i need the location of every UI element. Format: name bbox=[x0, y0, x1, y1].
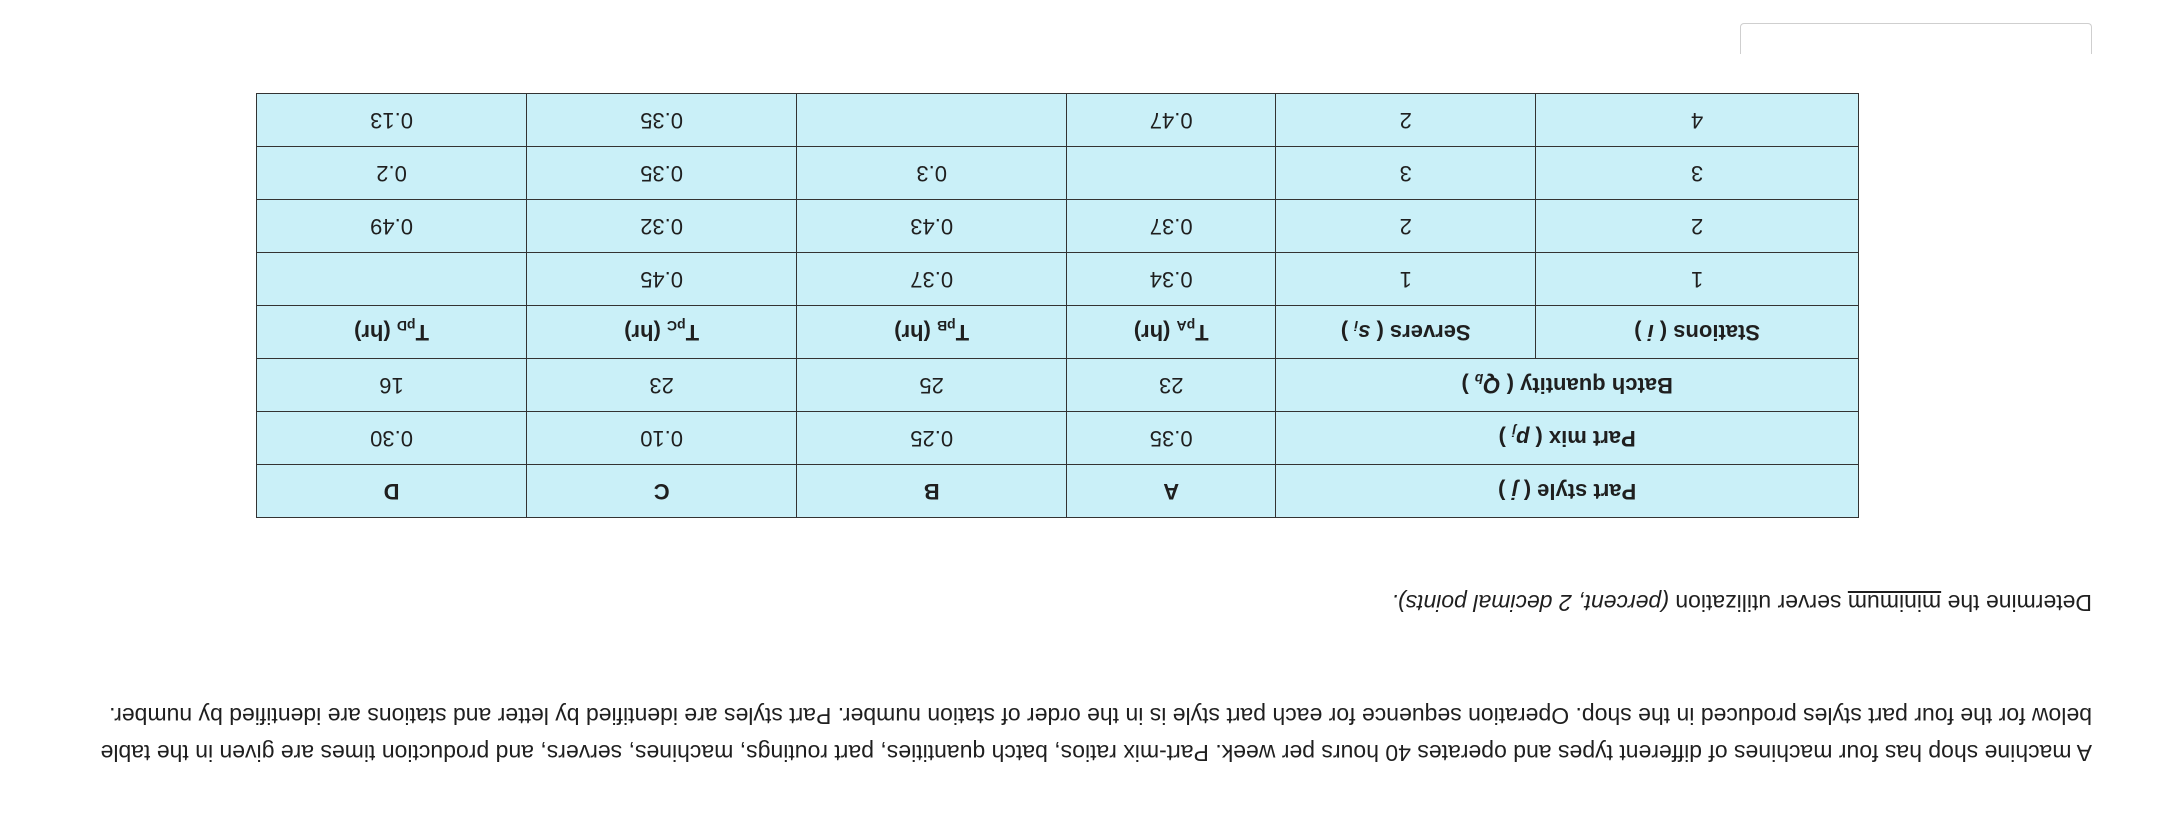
time-d-header: $T_{pD}$ (hr) bbox=[257, 306, 527, 359]
question-middle: server utilization bbox=[1668, 590, 1848, 616]
question-hint: (percent, 2 decimal points). bbox=[1391, 590, 1669, 616]
batch-b-cell: 25 bbox=[797, 359, 1067, 412]
station-number: 3 bbox=[1536, 147, 1859, 200]
server-count: 1 bbox=[1276, 253, 1536, 306]
question-start: Determine the bbox=[1941, 590, 2092, 616]
batch-d-cell: 16 bbox=[257, 359, 527, 412]
mix-a-cell: 0.35 bbox=[1067, 412, 1276, 465]
station-row bbox=[257, 200, 1859, 253]
time-c-header: $T_{pC}$ (hr) bbox=[527, 306, 797, 359]
part-mix-row bbox=[257, 412, 1859, 465]
time-a bbox=[1067, 147, 1276, 200]
problem-statement bbox=[67, 697, 2092, 771]
batch-quantity-row bbox=[257, 359, 1859, 412]
time-a: 0.34 bbox=[1067, 253, 1276, 306]
time-d: 0.2 bbox=[257, 147, 527, 200]
batch-quantity-label: Batch quantity ( $Q_b$ ) bbox=[1276, 359, 1859, 412]
time-b bbox=[797, 94, 1067, 147]
data-table bbox=[256, 93, 1859, 518]
style-a-cell: A bbox=[1067, 465, 1276, 518]
station-number: 1 bbox=[1536, 253, 1859, 306]
time-a: 0.37 bbox=[1067, 200, 1276, 253]
servers-header: Servers ( $s_i$ ) bbox=[1276, 306, 1536, 359]
question-underlined: minimum bbox=[1847, 590, 1942, 616]
station-number: 2 bbox=[1536, 200, 1859, 253]
batch-c-cell: 23 bbox=[527, 359, 797, 412]
server-count: 2 bbox=[1276, 200, 1536, 253]
server-count: 2 bbox=[1276, 94, 1536, 147]
station-row bbox=[257, 94, 1859, 147]
time-d: 0.49 bbox=[257, 200, 527, 253]
stations-header: Stations ( i ) bbox=[1536, 306, 1859, 359]
mix-b-cell: 0.25 bbox=[797, 412, 1067, 465]
style-c-cell: C bbox=[527, 465, 797, 518]
time-a: 0.47 bbox=[1067, 94, 1276, 147]
part-mix-label: Part mix ( $p_j$ ) bbox=[1276, 412, 1859, 465]
hours-value: 40 bbox=[1385, 740, 1411, 766]
problem-text-start: A machine shop has four machines of different types and operates bbox=[1410, 740, 2092, 766]
time-a-header: $T_{pA}$ (hr) bbox=[1067, 306, 1276, 359]
part-style-label: Part style ( j ) bbox=[1276, 465, 1859, 518]
time-d: 0.13 bbox=[257, 94, 527, 147]
mix-c-cell: 0.10 bbox=[527, 412, 797, 465]
time-c: 0.32 bbox=[527, 200, 797, 253]
style-d-cell: D bbox=[257, 465, 527, 518]
time-c: 0.45 bbox=[527, 253, 797, 306]
answer-input[interactable] bbox=[1740, 23, 2092, 54]
time-c: 0.35 bbox=[527, 94, 797, 147]
problem-text-end: hours per week. Part-mix ratios, batch quantities, part routings, machines, servers, and production times are given in the table below for the four part styles produced in the shop. Operation sequence for each part style is in the order of station number. Part styles are identified by letter and stations are identified by number. bbox=[100, 703, 2092, 766]
time-d bbox=[257, 253, 527, 306]
station-row bbox=[257, 147, 1859, 200]
server-count: 3 bbox=[1276, 147, 1536, 200]
station-header-row bbox=[257, 306, 1859, 359]
station-number: 4 bbox=[1536, 94, 1859, 147]
station-row bbox=[257, 253, 1859, 306]
mix-d-cell: 0.30 bbox=[257, 412, 527, 465]
time-b: 0.3 bbox=[797, 147, 1067, 200]
question-text bbox=[1391, 588, 2092, 618]
time-b-header: $T_{pB}$ (hr) bbox=[797, 306, 1067, 359]
part-style-row bbox=[257, 465, 1859, 518]
time-c: 0.35 bbox=[527, 147, 797, 200]
time-b: 0.37 bbox=[797, 253, 1067, 306]
time-b: 0.43 bbox=[797, 200, 1067, 253]
style-b-cell: B bbox=[797, 465, 1067, 518]
batch-a-cell: 23 bbox=[1067, 359, 1276, 412]
